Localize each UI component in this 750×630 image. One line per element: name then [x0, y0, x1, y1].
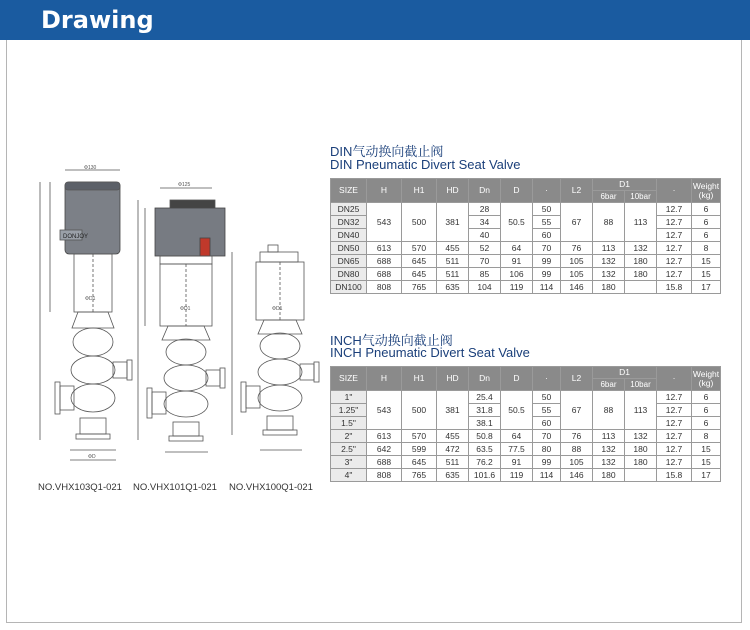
table-cell: 1.5"	[331, 417, 367, 430]
table-cell: 511	[437, 456, 469, 469]
table-cell: 180	[625, 456, 657, 469]
table-cell: 381	[437, 391, 469, 430]
table-cell: 132	[625, 430, 657, 443]
table-cell: 113	[625, 391, 657, 430]
table-cell: 8	[692, 430, 721, 443]
table-cell: 28	[469, 203, 501, 216]
inch-title-en: INCH Pneumatic Divert Seat Valve	[330, 345, 530, 360]
table-cell: 645	[402, 268, 437, 281]
table-cell: 132	[593, 456, 625, 469]
table-cell: 1"	[331, 391, 367, 404]
table-cell: 613	[367, 242, 402, 255]
table-cell: 12.7	[657, 456, 692, 469]
table-cell: 70	[533, 242, 561, 255]
col-header: L2	[561, 367, 593, 391]
table-cell: 76	[561, 242, 593, 255]
table-cell: DN25	[331, 203, 367, 216]
drawing-vhx100	[232, 245, 319, 450]
drawing-vhx101	[138, 182, 225, 452]
table-cell: 511	[437, 255, 469, 268]
table-cell: 645	[402, 255, 437, 268]
table-cell: 12.7	[657, 229, 692, 242]
table-cell: 12.7	[657, 216, 692, 229]
table-cell: 570	[402, 430, 437, 443]
col-subheader: 10bar	[625, 379, 657, 391]
table-cell: 15	[692, 443, 721, 456]
table-cell: 3"	[331, 456, 367, 469]
table-cell: 88	[561, 443, 593, 456]
table-cell: 50	[533, 391, 561, 404]
table-cell: 50	[533, 203, 561, 216]
table-cell: 67	[561, 203, 593, 242]
table-cell: 12.7	[657, 268, 692, 281]
table-cell: 146	[561, 469, 593, 482]
inch-spec-table	[330, 366, 721, 482]
table-cell: 99	[533, 456, 561, 469]
col-header: HD	[437, 179, 469, 203]
dim-label-d125: Φ125	[178, 182, 191, 188]
col-subheader: 10bar	[625, 191, 657, 203]
col-header: ·	[533, 179, 561, 203]
drawing-vhx103	[40, 165, 132, 460]
table-cell: 132	[593, 443, 625, 456]
table-cell: 635	[437, 469, 469, 482]
table-cell: 50.5	[501, 391, 533, 430]
table-cell: 180	[625, 268, 657, 281]
table-cell: 55	[533, 216, 561, 229]
table-cell: 17	[692, 469, 721, 482]
table-cell: 6	[692, 229, 721, 242]
dim-label-d1: ΦD1	[85, 296, 96, 302]
table-cell: 511	[437, 268, 469, 281]
table-cell: 25.4	[469, 391, 501, 404]
table-cell: 180	[625, 255, 657, 268]
table-cell: 688	[367, 268, 402, 281]
drawing-caption: NO.VHX101Q1-021	[133, 482, 217, 493]
table-cell: 6	[692, 417, 721, 430]
page-title: Drawing	[41, 6, 154, 34]
table-cell: DN80	[331, 268, 367, 281]
table-cell: 105	[561, 268, 593, 281]
table-row	[331, 281, 721, 294]
table-cell: 101.6	[469, 469, 501, 482]
table-cell: DN50	[331, 242, 367, 255]
table-cell	[625, 469, 657, 482]
table-cell: 91	[501, 456, 533, 469]
table-cell: 105	[561, 255, 593, 268]
table-cell: 12.7	[657, 404, 692, 417]
drawing-caption: NO.VHX103Q1-021	[38, 482, 122, 493]
table-cell: DN40	[331, 229, 367, 242]
col-header: D	[501, 367, 533, 391]
table-cell: 455	[437, 242, 469, 255]
table-cell: 70	[533, 430, 561, 443]
table-cell: 34	[469, 216, 501, 229]
valve-drawings	[20, 160, 330, 500]
table-cell: 113	[593, 430, 625, 443]
table-cell: 17	[692, 281, 721, 294]
dim-label-d130: Φ130	[84, 165, 97, 171]
table-cell: 88	[593, 391, 625, 430]
table-cell: DN100	[331, 281, 367, 294]
table-cell: 99	[533, 255, 561, 268]
table-cell: 105	[561, 456, 593, 469]
col-header: Dn	[469, 179, 501, 203]
table-row	[331, 268, 721, 281]
table-cell: 500	[402, 391, 437, 430]
table-cell: 12.7	[657, 242, 692, 255]
table-cell: 31.8	[469, 404, 501, 417]
col-header: HD	[437, 367, 469, 391]
table-cell: 99	[533, 268, 561, 281]
table-cell: 104	[469, 281, 501, 294]
table-cell: 543	[367, 203, 402, 242]
table-cell: 64	[501, 430, 533, 443]
table-cell: 119	[501, 281, 533, 294]
din-title-en: DIN Pneumatic Divert Seat Valve	[330, 157, 521, 172]
table-cell: 180	[625, 443, 657, 456]
table-cell: 765	[402, 469, 437, 482]
table-cell: 4"	[331, 469, 367, 482]
table-cell: 106	[501, 268, 533, 281]
table-cell: 613	[367, 430, 402, 443]
col-header: H	[367, 367, 402, 391]
inch-title-cn: INCH气动换向截止阀	[330, 333, 453, 348]
table-cell: 64	[501, 242, 533, 255]
table-cell: 635	[437, 281, 469, 294]
table-cell: 50.8	[469, 430, 501, 443]
table-cell: 76	[561, 430, 593, 443]
col-header: H	[367, 179, 402, 203]
dim-label-d: ΦD	[88, 454, 96, 460]
table-cell: 472	[437, 443, 469, 456]
table-cell: 2.5"	[331, 443, 367, 456]
col-header: ·	[533, 367, 561, 391]
table-cell: 15	[692, 255, 721, 268]
table-cell: 6	[692, 203, 721, 216]
table-cell: 543	[367, 391, 402, 430]
table-cell: 40	[469, 229, 501, 242]
col-header: Weight (kg)	[692, 367, 721, 391]
table-cell: 76.2	[469, 456, 501, 469]
table-cell: 570	[402, 242, 437, 255]
table-cell: 808	[367, 469, 402, 482]
table-cell: 114	[533, 281, 561, 294]
table-cell: 113	[593, 242, 625, 255]
table-cell: 52	[469, 242, 501, 255]
table-cell: DN32	[331, 216, 367, 229]
table-cell: 6	[692, 216, 721, 229]
table-cell: 12.7	[657, 443, 692, 456]
col-header: SIZE	[331, 367, 367, 391]
table-cell: 6	[692, 404, 721, 417]
table-cell: 688	[367, 456, 402, 469]
table-cell	[625, 281, 657, 294]
table-row	[331, 203, 721, 216]
col-subheader: 6bar	[593, 379, 625, 391]
dim-label-d1-2: ΦD1	[180, 306, 191, 312]
table-cell: 55	[533, 404, 561, 417]
table-cell: 67	[561, 391, 593, 430]
table-cell: 180	[593, 281, 625, 294]
col-header: L2	[561, 179, 593, 203]
table-cell: 645	[402, 456, 437, 469]
col-header: D1	[593, 179, 657, 191]
table-cell: 132	[593, 268, 625, 281]
col-header: H1	[402, 367, 437, 391]
table-cell: 12.7	[657, 417, 692, 430]
table-cell: 500	[402, 203, 437, 242]
table-cell: 15	[692, 456, 721, 469]
table-cell: 15.8	[657, 469, 692, 482]
table-cell: 132	[593, 255, 625, 268]
din-spec-table	[330, 178, 721, 294]
table-cell: 132	[625, 242, 657, 255]
table-cell: 12.7	[657, 255, 692, 268]
dim-label-d1-3: ΦD1	[272, 306, 283, 312]
table-cell: 12.7	[657, 430, 692, 443]
table-cell: 808	[367, 281, 402, 294]
table-cell: 85	[469, 268, 501, 281]
table-cell: 1.25"	[331, 404, 367, 417]
table-row	[331, 255, 721, 268]
table-cell: 70	[469, 255, 501, 268]
table-cell: DN65	[331, 255, 367, 268]
table-cell: 114	[533, 469, 561, 482]
table-cell: 91	[501, 255, 533, 268]
col-header: SIZE	[331, 179, 367, 203]
drawing-caption: NO.VHX100Q1-021	[229, 482, 313, 493]
table-cell: 599	[402, 443, 437, 456]
brand-label: DONJOY	[63, 234, 89, 240]
table-row	[331, 242, 721, 255]
table-cell: 119	[501, 469, 533, 482]
table-row	[331, 469, 721, 482]
table-cell: 15.8	[657, 281, 692, 294]
table-cell: 60	[533, 229, 561, 242]
table-cell: 88	[593, 203, 625, 242]
col-header: H1	[402, 179, 437, 203]
col-header: Dn	[469, 367, 501, 391]
table-cell: 80	[533, 443, 561, 456]
col-header: D1	[593, 367, 657, 379]
table-cell: 146	[561, 281, 593, 294]
table-cell: 77.5	[501, 443, 533, 456]
col-header: ·	[657, 367, 692, 391]
table-cell: 6	[692, 391, 721, 404]
table-row	[331, 456, 721, 469]
table-cell: 642	[367, 443, 402, 456]
table-cell: 63.5	[469, 443, 501, 456]
table-cell: 455	[437, 430, 469, 443]
col-header: D	[501, 179, 533, 203]
table-cell: 765	[402, 281, 437, 294]
table-cell: 180	[593, 469, 625, 482]
table-row	[331, 443, 721, 456]
table-cell: 12.7	[657, 203, 692, 216]
table-cell: 8	[692, 242, 721, 255]
col-header: Weight (kg)	[692, 179, 721, 203]
table-cell: 2"	[331, 430, 367, 443]
table-cell: 381	[437, 203, 469, 242]
table-cell: 12.7	[657, 391, 692, 404]
table-cell: 688	[367, 255, 402, 268]
din-title-cn: DIN气动换向截止阀	[330, 144, 444, 159]
table-cell: 15	[692, 268, 721, 281]
table-cell: 38.1	[469, 417, 501, 430]
table-cell: 60	[533, 417, 561, 430]
table-cell: 113	[625, 203, 657, 242]
table-row	[331, 391, 721, 404]
table-cell: 50.5	[501, 203, 533, 242]
col-header: ·	[657, 179, 692, 203]
header-bar	[0, 0, 750, 40]
col-subheader: 6bar	[593, 191, 625, 203]
table-row	[331, 430, 721, 443]
